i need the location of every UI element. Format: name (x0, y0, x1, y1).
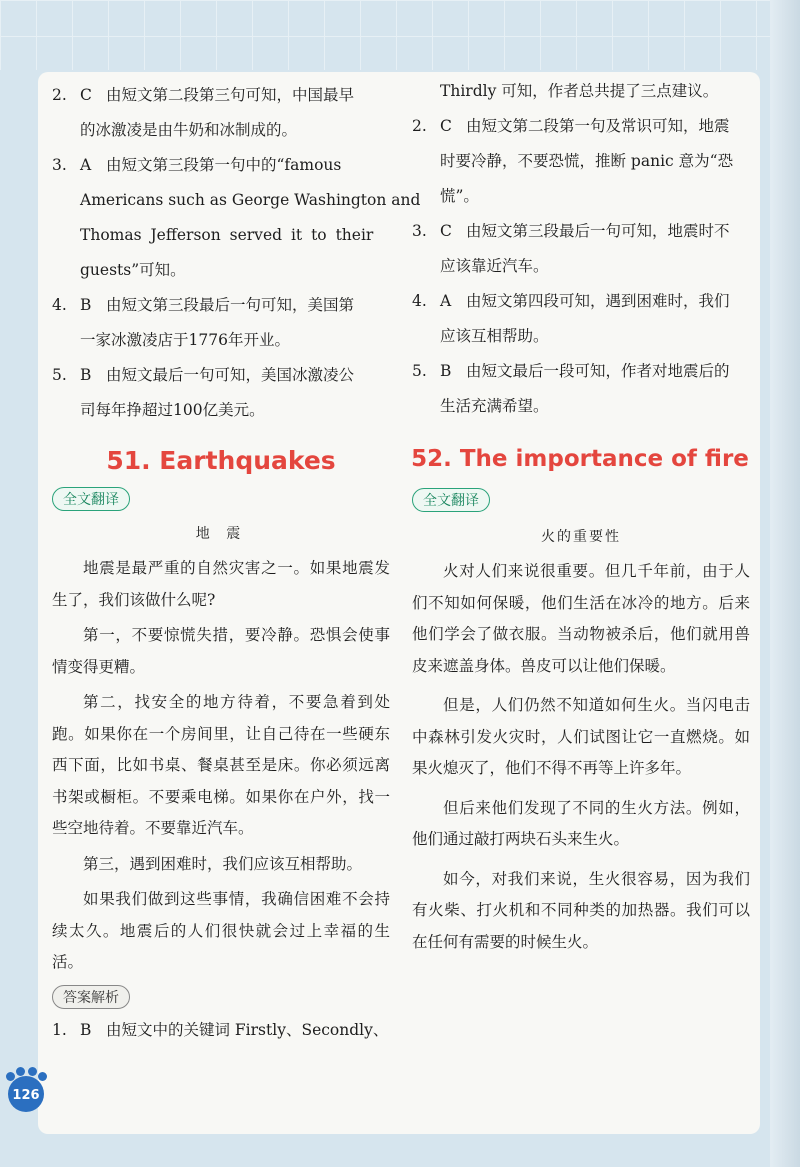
answer-continuation: Thirdly 可知，作者总共提了三点建议。 (440, 82, 719, 100)
answer-item (412, 109, 750, 144)
answer-line (412, 249, 750, 284)
answer-letter: C (440, 222, 452, 240)
answer-line (52, 253, 390, 288)
right-column (412, 74, 750, 966)
translation-title: 火的重要性 (541, 529, 621, 545)
answer-list (52, 78, 421, 428)
answer-number: 4. (52, 296, 67, 314)
translation-body (412, 556, 750, 958)
answer-text: 由短文第三段最后一句可知，地震时不 (466, 222, 730, 240)
answer-letter: C (440, 117, 452, 135)
answer-item (52, 148, 390, 183)
answer-text: 由短文第三段第一句中的“famous (106, 156, 342, 174)
paw-dot (28, 1067, 37, 1076)
answer-text: 应该互相帮助。 (440, 327, 549, 345)
answer-letter: B (80, 1020, 92, 1039)
left-column (52, 78, 421, 1048)
answer-number: 5. (412, 362, 427, 380)
translation-paragraph: 火对人们来说很重要。但几千年前，由于人们不知如何保暖，他们生活在冰冷的地方。后来他们学会了做衣服。当动物被杀后，他们就用兽皮来遮盖身体。兽皮可以让他们保暖。 (412, 562, 750, 675)
answer-text: 应该靠近汽车。 (440, 257, 549, 275)
answer-item (412, 214, 750, 249)
answer-text: 由短文第四段可知，遇到困难时，我们 (466, 292, 730, 310)
answer-item (52, 288, 390, 323)
translation-title: 地 震 (195, 526, 247, 542)
answer-letter: A (80, 156, 92, 174)
answer-line (412, 319, 750, 354)
answer-line (52, 183, 421, 218)
answer-line (412, 389, 750, 424)
answer-text: 由短文中的关键词 Firstly、Secondly、 (106, 1020, 389, 1039)
answer-line (52, 113, 390, 148)
translation-paragraph: 第二，找安全的地方待着，不要急着到处跑。如果你在一个房间里，让自己待在一些硬东西下面，比如书桌、餐桌甚至是床。你必须远离书架或橱柜。不要乘电梯。如果你在户外，找一些空地待着。不要靠近汽车。 (52, 693, 390, 837)
translation-paragraph: 但后来他们发现了不同的生火方法。例如，他们通过敲打两块石头来生火。 (412, 798, 750, 848)
answer-text: 由短文最后一句可知，美国冰激凌公 (106, 366, 355, 384)
answer-line (52, 393, 390, 428)
translation-paragraph: 第三，遇到困难时，我们应该互相帮助。 (83, 854, 363, 873)
answer-item (412, 354, 750, 389)
answer-text: 慌”。 (440, 187, 479, 205)
paw-dot (16, 1067, 25, 1076)
paw-dot (6, 1072, 15, 1081)
page-number: 126 (12, 1088, 40, 1103)
answer-line (412, 144, 750, 179)
answer-letter: B (440, 362, 452, 380)
translation-paragraph: 如今，对我们来说，生火很容易，因为我们有火柴、打火机和不同种类的加热器。我们可以在任何有需要的时候生火。 (412, 869, 750, 951)
page-number-badge (8, 1076, 44, 1112)
page-header-grid (0, 0, 800, 70)
translation-paragraph: 第一，不要惊慌失措，要冷静。恐惧会使事情变得更糟。 (52, 626, 390, 676)
answer-number: 4. (412, 292, 427, 310)
answer-text: 由短文最后一段可知，作者对地震后的 (466, 362, 730, 380)
answer-text: 司每年挣超过100亿美元。 (80, 401, 265, 419)
answer-number: 5. (52, 366, 67, 384)
answer-letter: A (440, 292, 452, 310)
translation-badge: 全文翻译 (52, 487, 130, 511)
answer-item (52, 1013, 390, 1048)
translation-body (52, 553, 390, 979)
answer-number: 2. (52, 86, 67, 104)
section-title-fire: 52. The importance of fire (411, 446, 749, 472)
answer-text: 由短文第二段第三句可知，中国最早 (106, 86, 355, 104)
answer-line (52, 323, 390, 358)
answer-number: 3. (52, 156, 67, 174)
section-title-earthquakes: 51. Earthquakes (106, 446, 336, 475)
answer-line (52, 218, 390, 253)
translation-badge: 全文翻译 (412, 488, 490, 512)
paw-dot (38, 1072, 47, 1081)
answer-text: 生活充满希望。 (440, 397, 549, 415)
answer-letter: B (80, 296, 92, 314)
answer-text: Americans such as George Washington and (80, 191, 421, 209)
answer-item (52, 358, 390, 393)
answer-text: 由短文第二段第一句及常识可知，地震 (466, 117, 730, 135)
answer-text: 由短文第三段最后一句可知，美国第 (106, 296, 355, 314)
answer-number: 2. (412, 117, 427, 135)
answer-letter: B (80, 366, 92, 384)
answer-item (52, 78, 390, 113)
answer-text: 时要冷静，不要恐慌，推断 panic 意为“恐 (440, 152, 734, 170)
answer-number: 3. (412, 222, 427, 240)
answer-text: guests”可知。 (80, 261, 186, 279)
answer-text: 的冰激凌是由牛奶和冰制成的。 (80, 121, 298, 139)
book-spine (770, 0, 800, 1167)
answers-badge: 答案解析 (52, 985, 130, 1009)
translation-paragraph: 但是，人们仍然不知道如何生火。当闪电击中森林引发火灾时，人们试图让它一直燃烧。如果火熄灭了，他们不得不再等上许多年。 (412, 696, 750, 777)
answer-item (412, 284, 750, 319)
translation-paragraph: 如果我们做到这些事情，我确信困难不会持续太久。地震后的人们很快就会过上幸福的生活。 (52, 890, 390, 971)
answer-list (412, 109, 750, 424)
answer-number: 1. (52, 1020, 67, 1039)
answer-text: 一家冰激凌店于1776年开业。 (80, 331, 290, 349)
translation-paragraph: 地震是最严重的自然灾害之一。如果地震发生了，我们该做什么呢? (52, 559, 390, 609)
answer-line (412, 179, 750, 214)
answer-letter: C (80, 86, 92, 104)
answer-text: Thomas Jefferson served it to their (80, 226, 374, 244)
